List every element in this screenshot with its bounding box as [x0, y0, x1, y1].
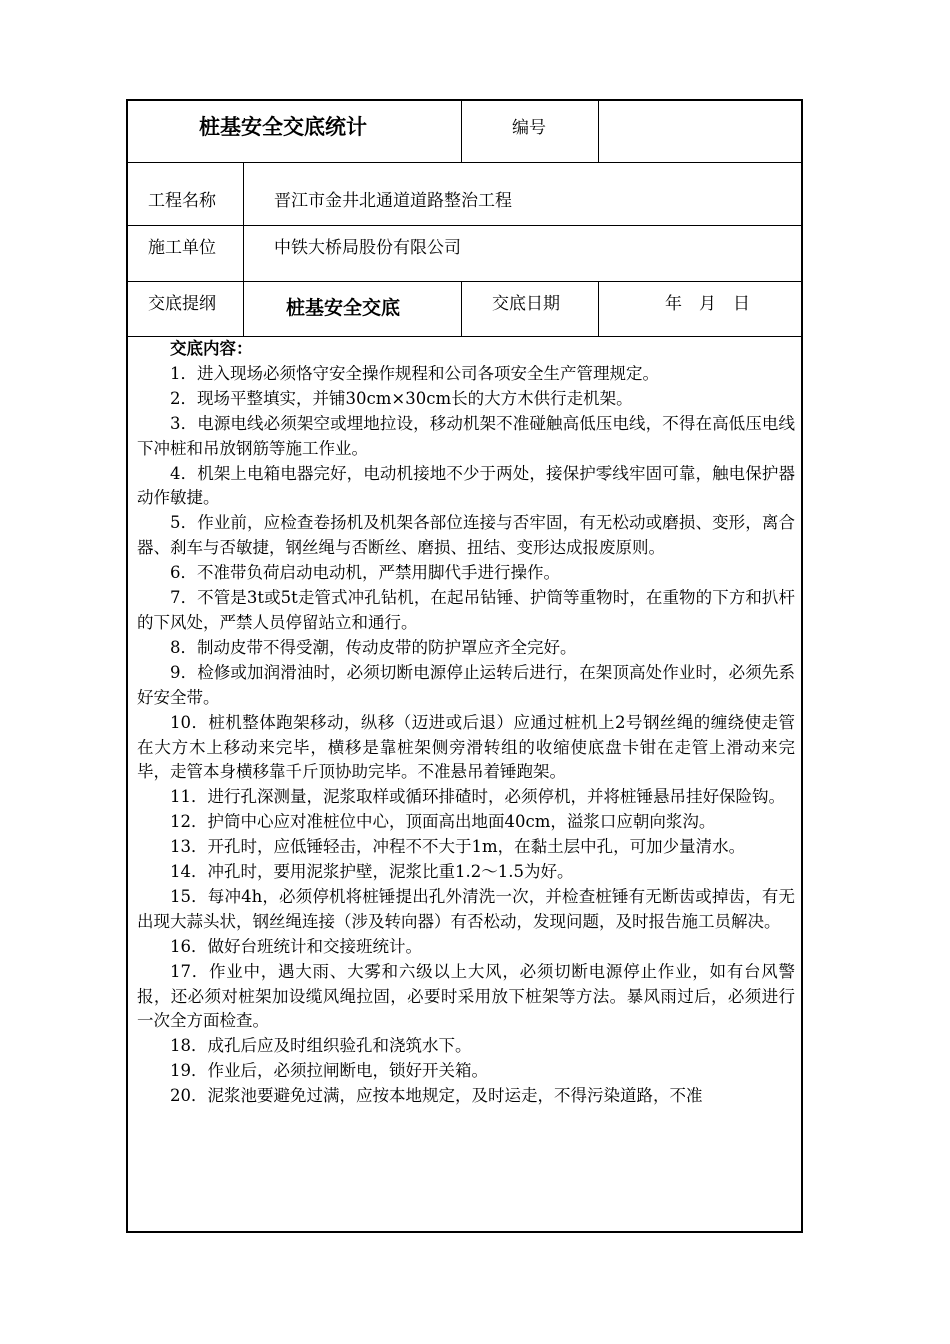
column-divider	[461, 281, 462, 336]
row-divider	[128, 281, 801, 282]
content-item: 9．检修或加润滑油时，必须切断电源停止运转后进行，在架顶高处作业时，必须先系好安全带。	[137, 662, 795, 707]
contractor-value: 中铁大桥局股份有限公司	[274, 238, 461, 258]
column-divider	[243, 162, 244, 336]
content-item: 6．不准带负荷启动电动机，严禁用脚代手进行操作。	[170, 563, 560, 583]
content-item: 17．作业中，遇大雨、大雾和六级以上大风，必须切断电源停止作业，如有台风警报，还必须对桩架加设缆风绳拉固，必要时采用放下桩架等方法。暴风雨过后，必须进行一次全方面检查。	[137, 961, 795, 1031]
outline-label: 交底提纲	[148, 294, 216, 314]
column-divider	[461, 101, 462, 162]
briefing-date-label: 交底日期	[492, 294, 560, 314]
content-item: 2．现场平整填实，并铺30cm×30cm长的大方木供行走机架。	[170, 388, 633, 408]
column-divider	[598, 281, 599, 336]
number-label: 编号	[512, 118, 546, 138]
content-item: 15．每冲4h，必须停机将桩锤提出孔外清洗一次，并检查桩锤有无断齿或掉齿，有无出现大蒜头状，钢丝绳连接（涉及转向器）有否松动，发现问题，及时报告施工员解决。	[137, 886, 795, 931]
outline-value: 桩基安全交底	[286, 297, 401, 319]
safety-briefing-table	[126, 99, 803, 1233]
content-item: 20．泥浆池要避免过满，应按本地规定，及时运走，不得污染道路，不准	[170, 1086, 703, 1106]
briefing-content	[137, 337, 795, 1109]
content-item: 16．做好台班统计和交接班统计。	[170, 936, 422, 956]
content-item: 5．作业前，应检查卷扬机及机架各部位连接与否牢固，有无松动或磨损、变形，离合器、刹车与否敏捷，钢丝绳与否断丝、磨损、扭结、变形达成报废原则。	[137, 513, 795, 558]
content-item: 11．进行孔深测量，泥浆取样或循环排碴时，必须停机，并将桩锤悬吊挂好保险钩。	[170, 787, 785, 807]
briefing-date-value: 年 月 日	[665, 294, 750, 314]
content-item: 18．成孔后应及时组织验孔和浇筑水下。	[170, 1036, 472, 1056]
content-item: 3．电源电线必须架空或埋地拉设，移动机架不准碰触高低压电线，不得在高低压电线下冲桩和吊放钢筋等施工作业。	[137, 413, 795, 458]
content-item: 14．冲孔时，要用泥浆护壁，泥浆比重1.2～1.5为好。	[170, 862, 574, 882]
content-item: 7．不管是3t或5t走管式冲孔钻机，在起吊钻锤、护筒等重物时，在重物的下方和扒杆的下风处，严禁人员停留站立和通行。	[137, 588, 795, 632]
content-item: 4．机架上电箱电器完好，电动机接地不少于两处，接保护零线牢固可靠，触电保护器动作敏捷。	[137, 463, 795, 508]
document-title: 桩基安全交底统计	[199, 114, 367, 139]
content-item: 13．开孔时，应低锤轻击，冲程不不大于1m，在黏土层中孔，可加少量清水。	[170, 837, 746, 857]
content-item: 8．制动皮带不得受潮，传动皮带的防护罩应齐全完好。	[170, 637, 577, 657]
content-item: 1．进入现场必须恪守安全操作规程和公司各项安全生产管理规定。	[170, 363, 659, 383]
content-heading: 交底内容：	[170, 339, 253, 358]
content-item: 19．作业后，必须拉闸断电，锁好开关箱。	[170, 1061, 488, 1081]
row-divider	[128, 162, 801, 163]
project-name-value: 晋江市金井北通道道路整治工程	[274, 191, 512, 211]
contractor-label: 施工单位	[148, 238, 216, 258]
project-name-label: 工程名称	[148, 191, 216, 211]
column-divider	[598, 101, 599, 162]
row-divider	[128, 225, 801, 226]
content-item: 10．桩机整体跑架移动，纵移（迈进或后退）应通过桩机上2号钢丝绳的缠绕使走管在大方木上移动来完毕，横移是靠桩架侧旁滑转组的收缩使底盘卡钳在走管上滑动来完毕，走管本身横移靠千斤顶协助完毕。不准悬吊着锤跑架。	[137, 712, 795, 782]
content-item: 12．护筒中心应对准桩位中心，顶面高出地面40cm，溢浆口应朝向浆沟。	[170, 812, 716, 832]
